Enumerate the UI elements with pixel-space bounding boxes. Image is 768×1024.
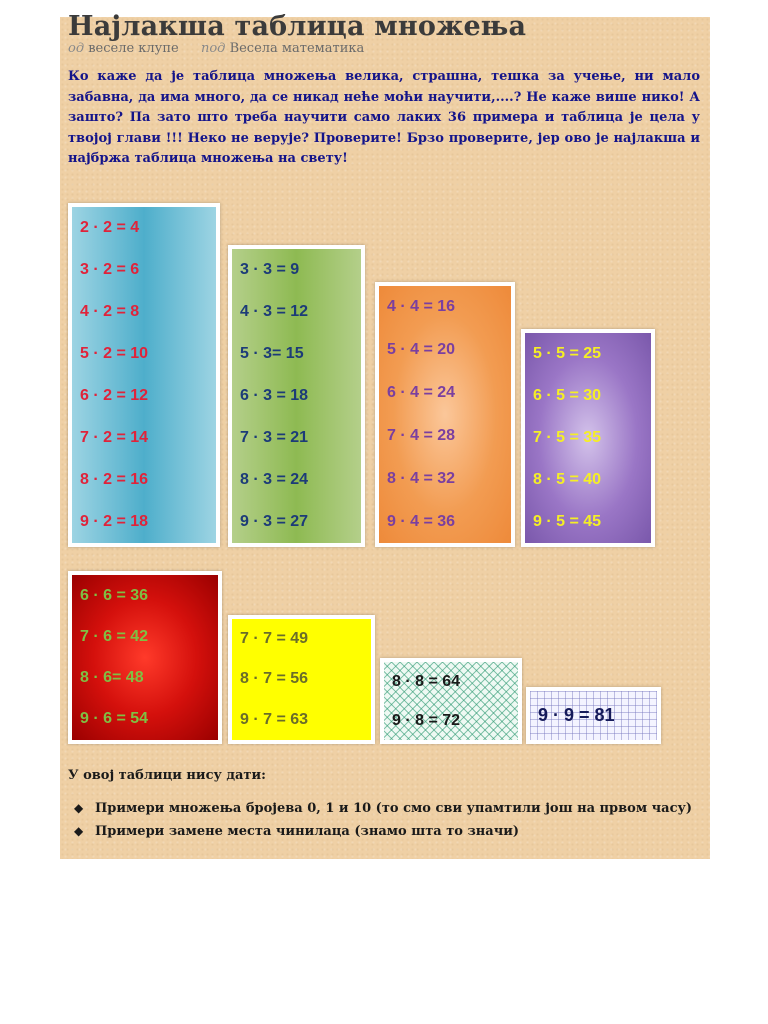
- byline-author[interactable]: веселе клупе: [88, 41, 179, 56]
- equation: 5 · 4 = 20: [387, 341, 456, 359]
- equation: 8 · 7 = 56: [240, 670, 309, 688]
- equation: 7 · 2 = 14: [80, 429, 149, 446]
- page-title: Најлакша таблица множења: [68, 11, 527, 42]
- byline: [68, 41, 364, 56]
- equation: 7 · 3 = 21: [240, 429, 309, 446]
- equation: 5 · 3= 15: [240, 345, 304, 362]
- byline-under-word: под: [200, 41, 226, 56]
- equation: 7 · 5 = 35: [533, 429, 602, 446]
- equation: 9 · 5 = 45: [533, 513, 602, 530]
- equation: 8 · 2 = 16: [80, 471, 149, 488]
- table-card-six: [68, 571, 222, 744]
- equation: 3 · 3 = 9: [240, 261, 300, 278]
- equation: 5 · 5 = 25: [533, 345, 602, 362]
- equation: 8 · 3 = 24: [240, 471, 309, 488]
- equation: 9 · 6 = 54: [80, 710, 149, 728]
- equation: 7 · 7 = 49: [240, 630, 309, 648]
- equation: 7 · 6 = 42: [80, 627, 149, 645]
- equation: 9 · 3 = 27: [240, 513, 309, 530]
- bullet-icon: ◆: [74, 824, 84, 838]
- equation: 4 · 4 = 16: [387, 298, 456, 316]
- table-card-eight: [380, 658, 522, 744]
- omissions-heading: У овој таблици нису дати:: [68, 768, 266, 783]
- list-item: [68, 823, 704, 840]
- equation: 9 · 9 = 81: [538, 705, 615, 725]
- equation: 8 · 8 = 64: [392, 672, 461, 690]
- equation: 5 · 2 = 10: [80, 345, 149, 362]
- equation: 9 · 7 = 63: [240, 710, 309, 728]
- table-card-two: [68, 203, 220, 547]
- equation: 8 · 6= 48: [80, 669, 144, 687]
- omissions-list: [68, 800, 704, 846]
- list-item-text: Примери замене места чинилаца (знамо шта то значи): [95, 824, 520, 839]
- equation: 9 · 2 = 18: [80, 513, 149, 530]
- list-item: [68, 800, 704, 817]
- equation: 6 · 5 = 30: [533, 387, 602, 404]
- equation: 3 · 2 = 6: [80, 261, 140, 278]
- equation: 2 · 2 = 4: [80, 219, 140, 236]
- equation: 6 · 6 = 36: [80, 586, 149, 604]
- list-item-text: Примери множења бројева 0, 1 и 10 (то смо сви упамтили још на првом часу): [95, 801, 692, 816]
- table-card-three: [228, 245, 365, 547]
- byline-category[interactable]: Весела математика: [229, 41, 365, 56]
- byline-from-word: од: [68, 41, 85, 56]
- equation: 8 · 5 = 40: [533, 471, 602, 488]
- table-card-four: [375, 282, 515, 547]
- equation: 6 · 2 = 12: [80, 387, 149, 404]
- equation: 8 · 4 = 32: [387, 469, 456, 487]
- document-page: [60, 11, 710, 859]
- equation: 4 · 2 = 8: [80, 303, 140, 320]
- bullet-icon: ◆: [74, 801, 84, 815]
- equation: 6 · 3 = 18: [240, 387, 309, 404]
- intro-paragraph: Ко каже да је таблица множења велика, страшна, тешка за учење, ни мало забавна, да има много, да се никад неће моћи научити,....? Не каже више нико! А зашто? Па зато што треба научити само лаких 36 примера и таблица је цела у твојој глави !!! Неко не верује? Проверите! Брзо проверите, јер ово је најлакша и најбржа таблица множења на свету!: [68, 69, 700, 166]
- equation: 7 · 4 = 28: [387, 426, 456, 444]
- table-card-nine: [526, 687, 661, 744]
- equation: 9 · 8 = 72: [392, 711, 461, 729]
- equation: 6 · 4 = 24: [387, 384, 456, 402]
- table-card-seven: [228, 615, 375, 744]
- table-card-five: [521, 329, 655, 547]
- equation: 4 · 3 = 12: [240, 303, 309, 320]
- equation: 9 · 4 = 36: [387, 512, 456, 530]
